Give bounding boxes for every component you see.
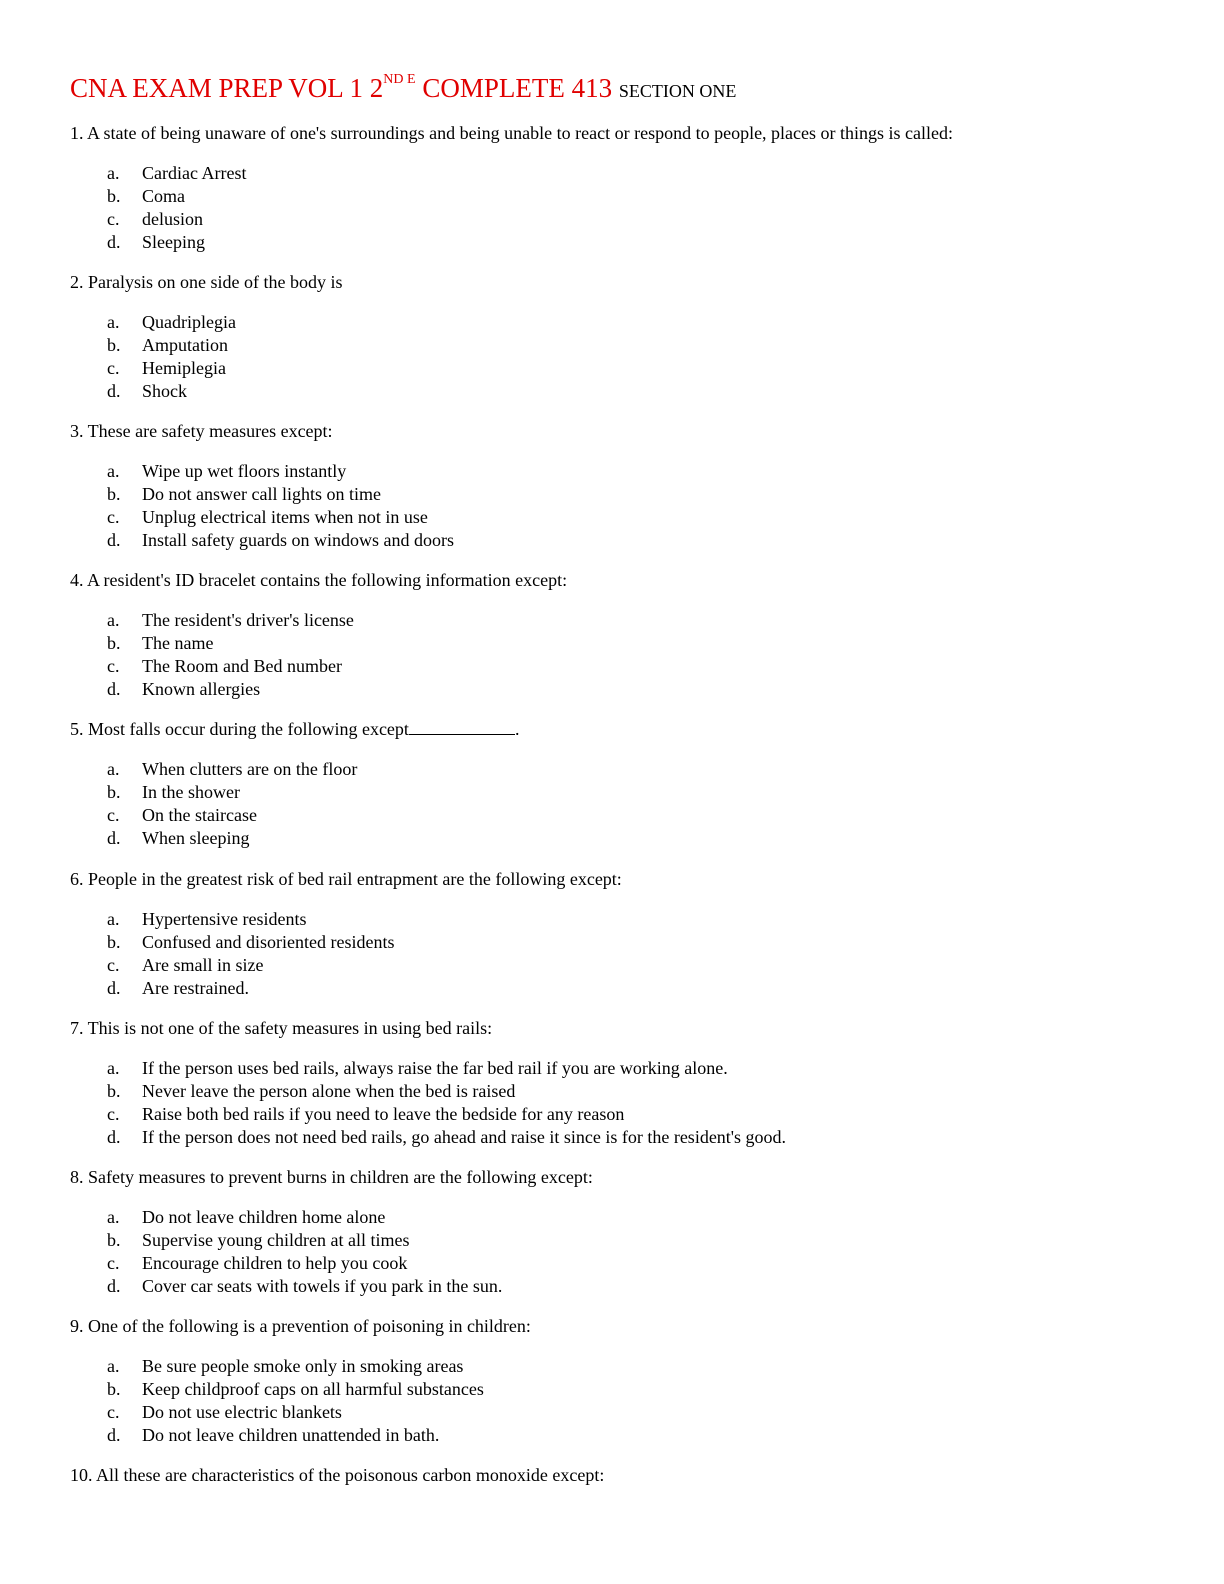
option-text: Hypertensive residents: [142, 909, 307, 929]
question-text: [70, 1166, 593, 1188]
option-letter: d.: [107, 679, 121, 699]
option-item: [107, 1378, 484, 1401]
option-text: Shock: [142, 381, 187, 401]
title-superscript: ND E: [383, 72, 416, 87]
option-text: In the shower: [142, 782, 240, 802]
question-text-content: 8. Safety measures to prevent burns in children are the following except:: [70, 1167, 593, 1187]
option-letter: c.: [107, 507, 120, 527]
option-item: [107, 231, 246, 254]
option-item: [107, 162, 246, 185]
question-text: [70, 271, 342, 293]
option-letter: b.: [107, 932, 121, 952]
option-list: [107, 162, 246, 254]
question-text: [70, 569, 567, 591]
option-text: Cover car seats with towels if you park in the sun.: [142, 1276, 503, 1296]
option-item: [107, 1355, 484, 1378]
option-text: Do not leave children unattended in bath.: [142, 1425, 440, 1445]
option-item: [107, 758, 357, 781]
option-text: Are small in size: [142, 955, 264, 975]
question-suffix: .: [514, 719, 520, 739]
option-list: [107, 1355, 484, 1447]
option-item: [107, 380, 236, 403]
option-item: [107, 483, 454, 506]
option-item: [107, 506, 454, 529]
option-item: [107, 1424, 484, 1447]
option-text: Install safety guards on windows and doors: [142, 530, 454, 550]
option-text: delusion: [142, 209, 203, 229]
option-item: [107, 954, 394, 977]
option-text: Be sure people smoke only in smoking areas: [142, 1356, 464, 1376]
option-item: [107, 1103, 786, 1126]
option-item: [107, 1126, 786, 1149]
option-text: Supervise young children at all times: [142, 1230, 410, 1250]
option-text: When sleeping: [142, 828, 250, 848]
option-text: Do not use electric blankets: [142, 1402, 342, 1422]
option-text: Unplug electrical items when not in use: [142, 507, 428, 527]
option-letter: c.: [107, 1253, 120, 1273]
option-letter: a.: [107, 1058, 120, 1078]
option-letter: a.: [107, 1207, 120, 1227]
option-letter: c.: [107, 955, 120, 975]
option-letter: d.: [107, 1276, 121, 1296]
option-item: [107, 931, 394, 954]
option-text: Do not leave children home alone: [142, 1207, 386, 1227]
option-letter: a.: [107, 312, 120, 332]
section-label: SECTION ONE: [618, 81, 737, 101]
page-title: [70, 68, 1170, 108]
question-text-content: 3. These are safety measures except:: [70, 421, 333, 441]
option-item: [107, 1275, 502, 1298]
option-letter: a.: [107, 461, 120, 481]
option-item: [107, 655, 354, 678]
option-item: [107, 678, 354, 701]
option-letter: c.: [107, 1402, 120, 1422]
option-letter: d.: [107, 1127, 121, 1147]
question-text: [70, 868, 622, 890]
option-item: [107, 357, 236, 380]
question-text: [70, 1464, 604, 1486]
option-letter: c.: [107, 209, 120, 229]
question-text-content: 6. People in the greatest risk of bed rail entrapment are the following except:: [70, 869, 622, 889]
option-text: Known allergies: [142, 679, 261, 699]
option-letter: d.: [107, 232, 121, 252]
option-letter: a.: [107, 759, 120, 779]
answer-blank: [409, 718, 515, 735]
question-text-content: 5. Most falls occur during the following except: [70, 719, 409, 739]
option-text: Encourage children to help you cook: [142, 1253, 408, 1273]
option-letter: b.: [107, 1081, 121, 1101]
question-text: [70, 122, 953, 144]
question-text-content: 4. A resident's ID bracelet contains the following information except:: [70, 570, 568, 590]
option-list: [107, 758, 357, 850]
option-item: [107, 1057, 786, 1080]
option-letter: a.: [107, 1356, 120, 1376]
option-list: [107, 908, 394, 1000]
question-text-content: 9. One of the following is a prevention of poisoning in children:: [70, 1316, 531, 1336]
option-list: [107, 311, 236, 403]
option-text: The Room and Bed number: [142, 656, 342, 676]
option-letter: d.: [107, 1425, 121, 1445]
option-letter: b.: [107, 186, 121, 206]
option-item: [107, 1229, 502, 1252]
option-item: [107, 1401, 484, 1424]
question-text-content: 10. All these are characteristics of the poisonous carbon monoxide except:: [70, 1465, 605, 1485]
option-text: Do not answer call lights on time: [142, 484, 381, 504]
option-letter: a.: [107, 610, 120, 630]
option-list: [107, 1057, 786, 1149]
option-letter: b.: [107, 1379, 121, 1399]
option-item: [107, 185, 246, 208]
option-letter: c.: [107, 358, 120, 378]
option-item: [107, 977, 394, 1000]
option-text: If the person uses bed rails, always raise the far bed rail if you are working alone.: [142, 1058, 728, 1078]
option-list: [107, 460, 454, 552]
option-letter: d.: [107, 828, 121, 848]
option-text: Raise both bed rails if you need to leave the bedside for any reason: [142, 1104, 625, 1124]
option-list: [107, 1206, 502, 1298]
option-letter: b.: [107, 1230, 121, 1250]
option-letter: b.: [107, 335, 121, 355]
option-text: If the person does not need bed rails, go ahead and raise it since is for the resident's good.: [142, 1127, 787, 1147]
option-letter: a.: [107, 163, 120, 183]
option-item: [107, 529, 454, 552]
option-text: Hemiplegia: [142, 358, 226, 378]
option-item: [107, 460, 454, 483]
option-text: Coma: [142, 186, 185, 206]
document-page: [70, 68, 1170, 1485]
option-item: [107, 804, 357, 827]
option-item: [107, 208, 246, 231]
option-text: Keep childproof caps on all harmful substances: [142, 1379, 484, 1399]
option-letter: a.: [107, 909, 120, 929]
option-text: Wipe up wet floors instantly: [142, 461, 347, 481]
option-letter: c.: [107, 656, 120, 676]
option-letter: b.: [107, 782, 121, 802]
question-text: [70, 420, 333, 442]
question-text-content: 7. This is not one of the safety measures in using bed rails:: [70, 1018, 493, 1038]
option-item: [107, 609, 354, 632]
option-text: When clutters are on the floor: [142, 759, 358, 779]
option-item: [107, 632, 354, 655]
title-rest: COMPLETE 413: [415, 73, 619, 103]
option-letter: b.: [107, 633, 121, 653]
option-letter: d.: [107, 530, 121, 550]
option-text: Cardiac Arrest: [142, 163, 247, 183]
option-item: [107, 311, 236, 334]
question-text-content: 2. Paralysis on one side of the body is: [70, 272, 343, 292]
option-item: [107, 827, 357, 850]
question-text-content: 1. A state of being unaware of one's surroundings and being unable to react or respond to people, places or things is called:: [70, 123, 954, 143]
option-item: [107, 1252, 502, 1275]
option-text: Confused and disoriented residents: [142, 932, 395, 952]
option-letter: c.: [107, 805, 120, 825]
option-text: Never leave the person alone when the bed is raised: [142, 1081, 516, 1101]
option-item: [107, 334, 236, 357]
question-text: [70, 1315, 531, 1337]
option-item: [107, 781, 357, 804]
option-text: On the staircase: [142, 805, 257, 825]
question-text: [70, 718, 519, 740]
option-letter: d.: [107, 978, 121, 998]
option-letter: c.: [107, 1104, 120, 1124]
option-text: Are restrained.: [142, 978, 249, 998]
option-item: [107, 1206, 502, 1229]
option-item: [107, 908, 394, 931]
option-text: The resident's driver's license: [142, 610, 354, 630]
title-main: CNA EXAM PREP VOL 1 2: [70, 73, 384, 103]
option-list: [107, 609, 354, 701]
option-text: The name: [142, 633, 214, 653]
option-text: Sleeping: [142, 232, 205, 252]
option-text: Quadriplegia: [142, 312, 236, 332]
option-letter: d.: [107, 381, 121, 401]
option-text: Amputation: [142, 335, 228, 355]
option-letter: b.: [107, 484, 121, 504]
question-text: [70, 1017, 492, 1039]
option-item: [107, 1080, 786, 1103]
